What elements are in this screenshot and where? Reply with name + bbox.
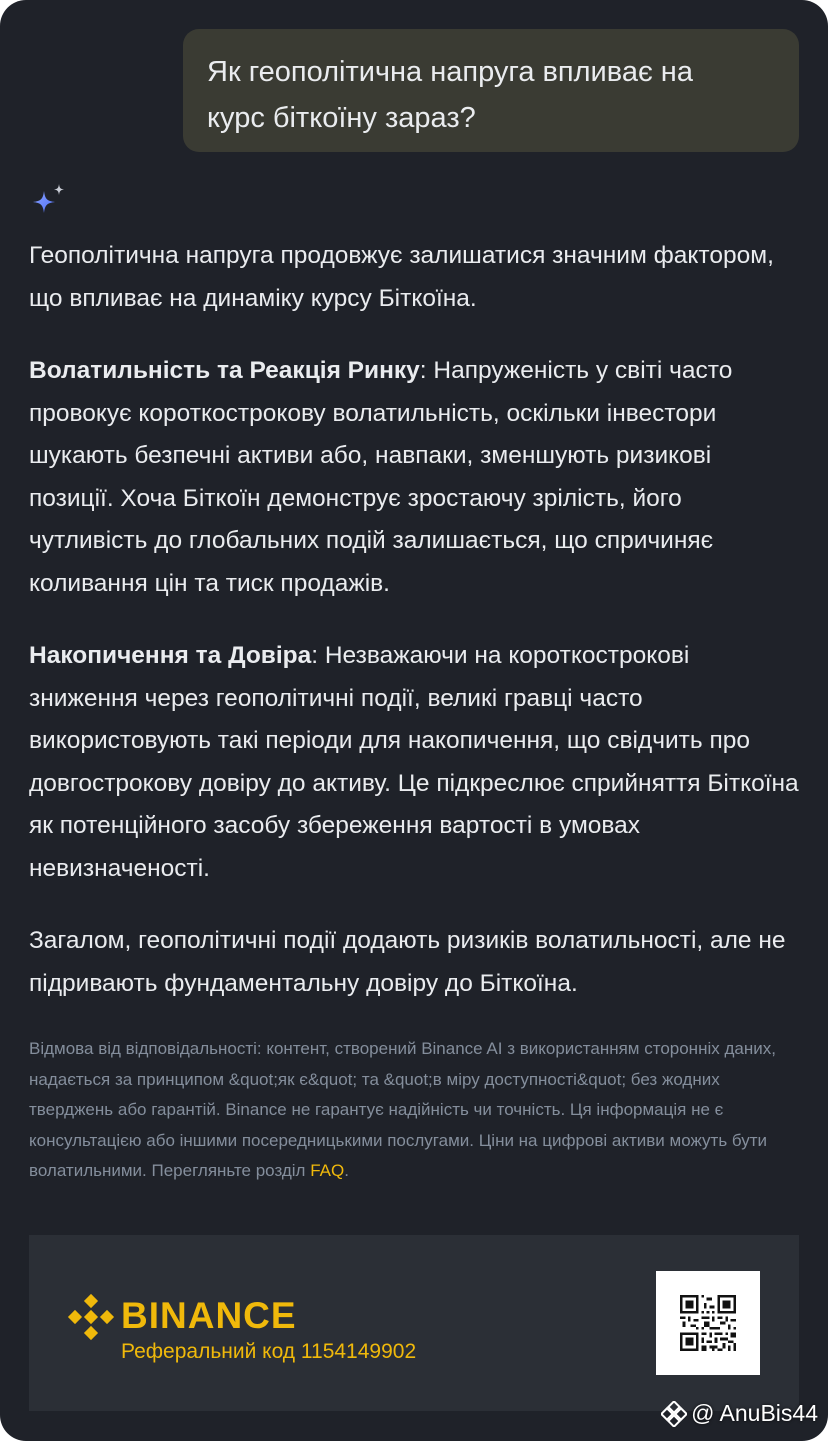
section-text: : Незважаючи на короткострокові зниження через геополітичні події, великі гравці часто використовують такі періоди для накопичення, що свідчить про довгострокову довіру до активу. Це підкреслює сприйняття Біткоїна як потенційного засобу збереження вартості в умовах невизначеності. bbox=[29, 642, 799, 882]
answer-section-accumulation bbox=[29, 635, 799, 890]
section-text: : Напруженість у світі часто провокує короткострокову волатильність, оскільки інвестори шукають безпечні активи або, навпаки, зменшують ризикові позиції. Хоча Біткоїн демонструє зростаючу зрілість, його чутливість до глобальних подій залишається, що спричиняє коливання цін та тиск продажів. bbox=[29, 357, 733, 597]
user-message-line-2: курс біткоїну зараз? bbox=[207, 102, 476, 134]
answer-intro: Геополітична напруга продовжує залишатися значним фактором, що впливає на динаміку курсу Біткоїна. bbox=[29, 242, 774, 312]
qr-code[interactable] bbox=[656, 1271, 760, 1375]
faq-link[interactable]: FAQ bbox=[310, 1161, 345, 1181]
user-message-bubble bbox=[183, 29, 799, 152]
binance-wordmark: BINANCE bbox=[121, 1295, 297, 1336]
answer-conclusion: Загалом, геополітичні події додають ризиків волатильності, але не підривають фундаментальну довіру до Біткоїна. bbox=[29, 927, 786, 997]
section-title: Волатильність та Реакція Ринку bbox=[29, 357, 420, 384]
referral-card[interactable] bbox=[29, 1235, 799, 1411]
user-message-line-1: Як геополітична напруга впливає на bbox=[207, 56, 693, 88]
binance-square-icon bbox=[661, 1401, 687, 1427]
section-title: Накопичення та Довіра bbox=[29, 642, 312, 669]
disclaimer-text: Відмова від відповідальності: контент, створений Binance AI з використанням сторонніх даних, надається за принципом &quot;як є&quot; та &quot;в міру доступності&quot; без жодних тверджень або гарантій. Binance не гарантує надійність чи точність. Ця інформація не є консультацією або іншими посередницькими послугами. Ціни на цифрові активи можуть бути волатильними. Перегляньте розділ bbox=[29, 1039, 776, 1181]
binance-logo-icon bbox=[67, 1293, 115, 1341]
assistant-answer bbox=[29, 235, 799, 1035]
disclaimer-end: . bbox=[344, 1161, 349, 1181]
answer-section-volatility bbox=[29, 350, 799, 605]
qr-code-icon bbox=[680, 1295, 736, 1351]
author-watermark bbox=[661, 1400, 818, 1427]
disclaimer bbox=[29, 1034, 804, 1187]
referral-code[interactable]: Реферальний код 1154149902 bbox=[121, 1340, 417, 1363]
watermark-text: @ AnuBis44 bbox=[691, 1400, 818, 1426]
sparkle-icon bbox=[29, 183, 67, 219]
